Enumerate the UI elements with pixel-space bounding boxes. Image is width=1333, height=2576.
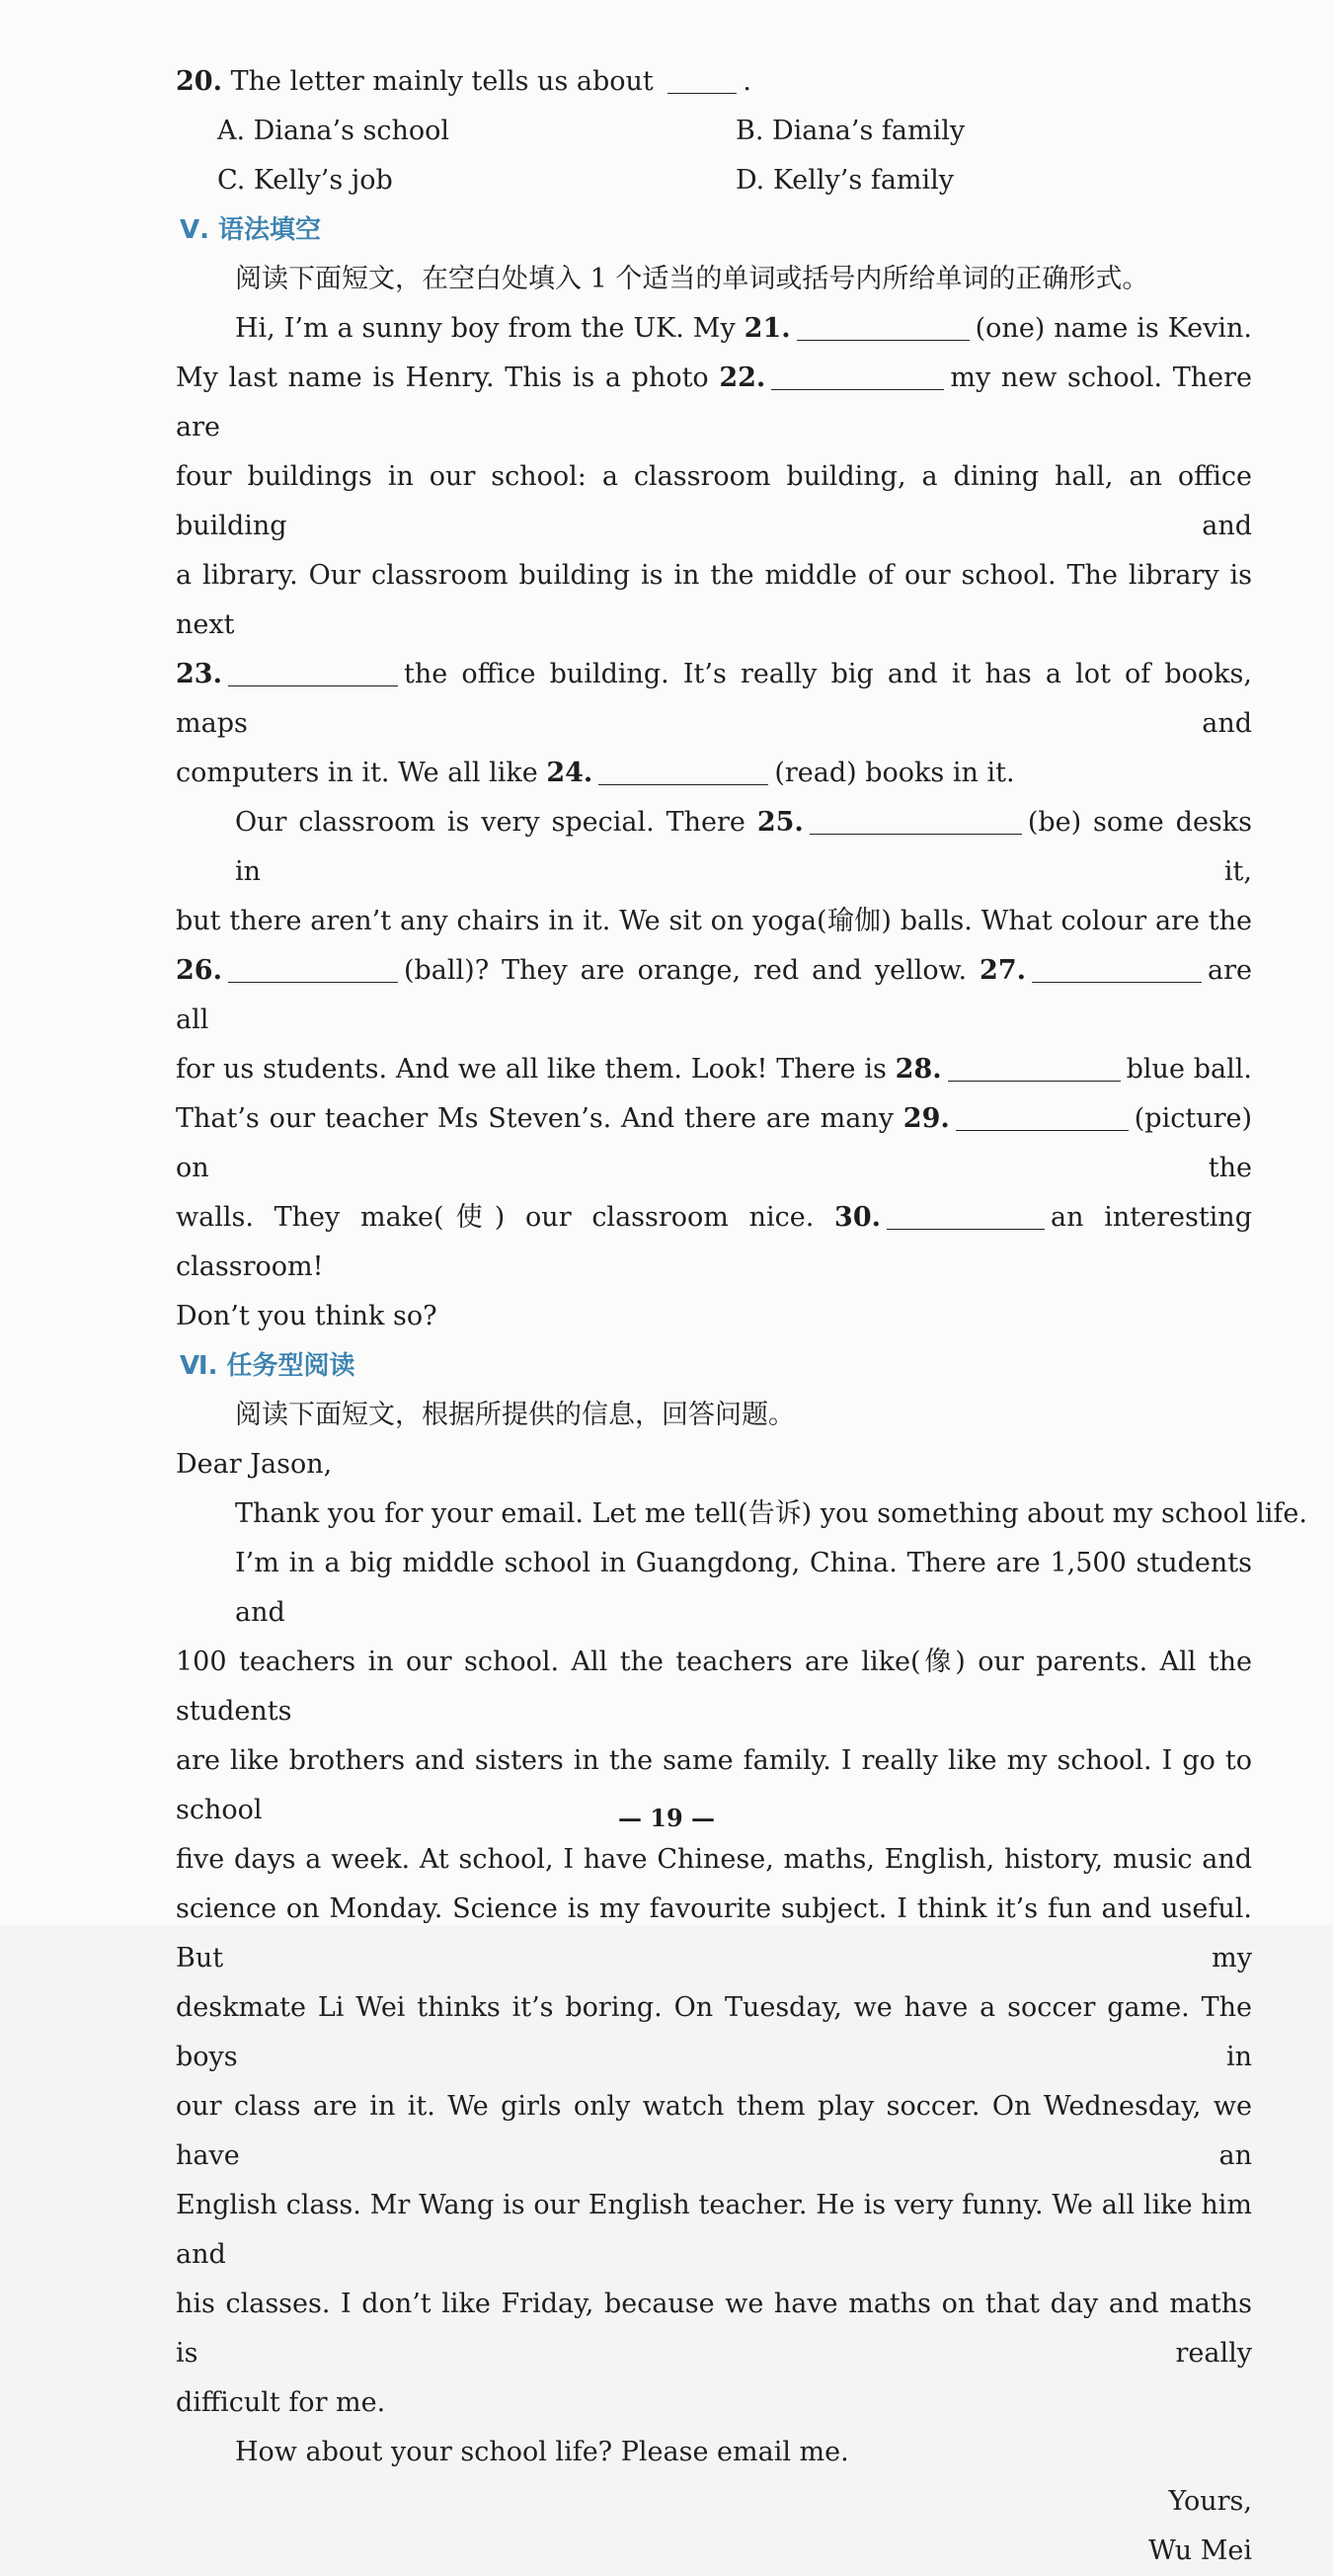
letter-greeting: Dear Jason,	[176, 1449, 333, 1480]
blank-number-25: 25.	[756, 807, 804, 838]
page-number: — 19 —	[617, 1804, 716, 1832]
options-row-2	[176, 156, 1252, 205]
passage-line: walls. They make(使) our classroom nice. 30. an interesting classroom!	[176, 1193, 1252, 1292]
blank-27[interactable]	[1032, 952, 1202, 983]
section-6-title: Ⅵ. 任务型阅读	[180, 1351, 355, 1381]
letter-line: 100 teachers in our school. All the teachers are like(像) our parents. All the students	[176, 1647, 1252, 1727]
question-20: 20. The letter mainly tells us about .	[176, 57, 1252, 107]
blank-30[interactable]	[887, 1199, 1045, 1230]
question-number: 20.	[176, 66, 222, 97]
letter-line: his classes. I don’t like Friday, because we have maths on that day and maths is really	[176, 2289, 1252, 2369]
letter-line: our class are in it. We girls only watch them play soccer. On Wednesday, we have an	[176, 2091, 1252, 2171]
passage-line: Don’t you think so?	[176, 1301, 437, 1331]
blank-25[interactable]	[810, 804, 1022, 835]
blank-26[interactable]	[228, 952, 398, 983]
blank-number-29: 29.	[902, 1103, 950, 1134]
passage-line: That’s our teacher Ms Steven’s. And there are many 29. (picture) on the	[176, 1094, 1252, 1193]
letter-line: are like brothers and sisters in the same family. I really like my school. I go to school	[176, 1745, 1252, 1825]
blank-number-22: 22.	[719, 362, 766, 393]
question-stem: The letter mainly tells us about	[230, 66, 654, 97]
letter-line: deskmate Li Wei thinks it’s boring. On Tuesday, we have a soccer game. The boys in	[176, 1992, 1252, 2072]
blank-29[interactable]	[956, 1100, 1129, 1131]
blank-number-21: 21.	[744, 313, 791, 344]
letter-line: difficult for me.	[176, 2387, 386, 2418]
passage-line: a library. Our classroom building is in the middle of our school. The library is next	[176, 560, 1252, 640]
letter-signature: Wu Mei	[1148, 2536, 1252, 2566]
option-b[interactable]: B. Diana’s family	[736, 116, 966, 146]
letter-line: English class. Mr Wang is our English teacher. He is very funny. We all like him and	[176, 2190, 1252, 2270]
blank-number-27: 27.	[980, 955, 1027, 986]
passage-line: 23. the office building. It’s really big and it has a lot of books, maps and	[176, 650, 1252, 749]
options-row-1	[176, 107, 1252, 156]
option-a[interactable]: A. Diana’s school	[217, 116, 450, 146]
passage-line: Our classroom is very special. There 25. (be) some desks in it,	[176, 798, 1252, 897]
passage-line: four buildings in our school: a classroom building, a dining hall, an office building and	[176, 461, 1252, 541]
option-c[interactable]: C. Kelly’s job	[217, 165, 393, 196]
blank-24[interactable]	[598, 755, 768, 785]
blank-number-26: 26.	[176, 955, 222, 986]
passage-line: for us students. And we all like them. Look! There is 28. blue ball.	[176, 1045, 1252, 1094]
blank-number-24: 24.	[546, 758, 593, 788]
option-d[interactable]: D. Kelly’s family	[736, 165, 955, 196]
passage-line: but there aren’t any chairs in it. We sit on yoga(瑜伽) balls. What colour are the	[176, 906, 1252, 936]
passage-line: My last name is Henry. This is a photo 22. my new school. There are	[176, 354, 1252, 452]
letter-closing-question: How about your school life? Please email me.	[235, 2437, 849, 2467]
passage-line: Hi, I’m a sunny boy from the UK. My 21. (one) name is Kevin.	[176, 304, 1252, 354]
blank-22[interactable]	[771, 360, 944, 390]
letter-paragraph-1: Thank you for your email. Let me tell(告诉) you something about my school life.	[235, 1498, 1307, 1529]
answer-blank[interactable]	[667, 63, 737, 94]
blank-number-30: 30.	[834, 1202, 882, 1233]
blank-28[interactable]	[948, 1051, 1121, 1082]
letter-sign-off: Yours,	[1168, 2486, 1252, 2517]
section-5-title: Ⅴ. 语法填空	[180, 215, 322, 245]
letter-line: I’m in a big middle school in Guangdong, China. There are 1,500 students and	[235, 1548, 1252, 1628]
page-content	[176, 57, 1307, 2576]
blank-number-23: 23.	[176, 659, 222, 689]
passage-line: 26. (ball)? They are orange, red and yellow. 27. are all	[176, 946, 1252, 1045]
letter-line: five days a week. At school, I have Chinese, maths, English, history, music and	[176, 1844, 1252, 1875]
section-6-instruction: 阅读下面短文，根据所提供的信息，回答问题。	[235, 1400, 795, 1430]
letter-line: science on Monday. Science is my favourite subject. I think it’s fun and useful. But my	[176, 1893, 1252, 1973]
passage-line: computers in it. We all like 24. (read) books in it.	[176, 749, 1252, 798]
blank-number-28: 28.	[895, 1054, 942, 1085]
section-5-instruction: 阅读下面短文，在空白处填入 1 个适当的单词或括号内所给单词的正确形式。	[235, 264, 1149, 294]
blank-23[interactable]	[228, 656, 398, 686]
blank-21[interactable]	[797, 310, 970, 341]
